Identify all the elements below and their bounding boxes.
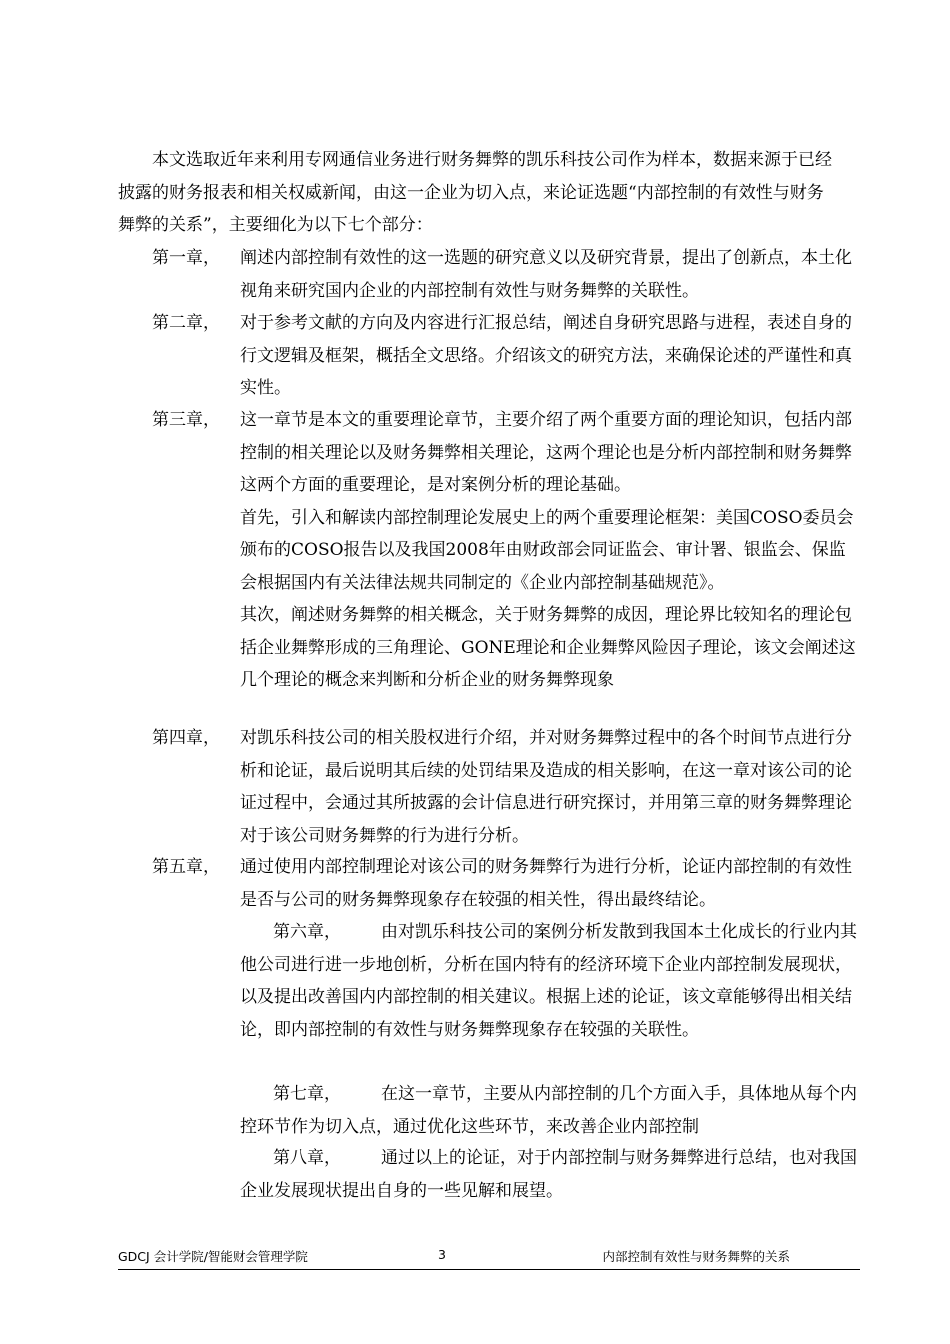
chapter-body: 通过使用内部控制理论对该公司的财务舞弊行为进行分析，论证内部控制的有效性是否与公司的财务舞弊现象存在较强的相关性，得出最终结论。 bbox=[240, 857, 852, 910]
chapter-body: 对凯乐科技公司的相关股权进行介绍，并对财务舞弊过程中的各个时间节点进行分析和论证，最后说明其后续的处罚结果及造成的相关影响，在这一章对该公司的论证过程中，会通过其所披露的会计信息进行研究探讨，并用第三章的财务舞弊理论对于该公司财务舞弊的行为进行分析。 bbox=[240, 728, 852, 846]
page-footer bbox=[118, 1247, 860, 1270]
intro-paragraph: 本文选取近年来利用专网通信业务进行财务舞弊的凯乐科技公司作为样本，数据来源于已经披露的财务报表和相关权威新闻，由这一企业为切入点，来论证选题“内部控制的有效性与财务舞弊的关系”，主要细化为以下七个部分： bbox=[118, 150, 832, 235]
chapter-label: 第三章， bbox=[152, 410, 220, 430]
chapter-body: 在这一章节，主要从内部控制的几个方面入手，具体地从每个内控环节作为切入点，通过优化这些环节，来改善企业内部控制 bbox=[240, 1084, 857, 1137]
chapter-subparagraph-first: 首先，引入和解读内部控制理论发展史上的两个重要理论框架：美国COSO委员会颁布的COSO报告以及我国2008年由财政部会同证监会、审计署、银监会、保监会根据国内有关法律法规共同制定的《企业内部控制基础规范》。 bbox=[240, 507, 854, 593]
chapter-5 bbox=[152, 851, 862, 916]
chapter-label: 第四章， bbox=[152, 728, 220, 748]
chapter-1 bbox=[152, 242, 862, 307]
chapter-label: 第五章， bbox=[152, 857, 220, 877]
chapter-7 bbox=[240, 1078, 860, 1143]
chapter-body: 对于参考文献的方向及内容进行汇报总结，阐述自身研究思路与进程，表述自身的行文逻辑及框架，概括全文思络。介绍该文的研究方法，来确保论述的严谨性和真实性。 bbox=[240, 313, 852, 398]
chapter-body: 通过以上的论证，对于内部控制与财务舞弊进行总结，也对我国企业发展现状提出自身的一些见解和展望。 bbox=[240, 1148, 857, 1201]
chapter-label: 第六章， bbox=[273, 922, 341, 942]
chapter-6 bbox=[240, 916, 860, 1046]
chapter-body: 阐述内部控制有效性的这一选题的研究意义以及研究背景，提出了创新点，本土化视角来研究国内企业的内部控制有效性与财务舞弊的关联性。 bbox=[240, 248, 852, 301]
chapter-8 bbox=[240, 1142, 860, 1207]
footer-title: 内部控制有效性与财务舞弊的关系 bbox=[602, 1249, 790, 1264]
page-number: 3 bbox=[438, 1247, 446, 1262]
chapter-body: 这一章节是本文的重要理论章节，主要介绍了两个重要方面的理论知识，包括内部控制的相关理论以及财务舞弊相关理论，这两个理论也是分析内部控制和财务舞弊这两个方面的重要理论，是对案例分析的理论基础。 bbox=[240, 410, 852, 495]
footer-school: GDCJ 会计学院/智能财会管理学院 bbox=[118, 1249, 308, 1264]
chapter-label: 第七章， bbox=[273, 1084, 341, 1104]
chapter-4 bbox=[152, 722, 862, 852]
chapter-body: 由对凯乐科技公司的案例分析发散到我国本土化成长的行业内其他公司进行进一步地创析，分析在国内特有的经济环境下企业内部控制发展现状，以及提出改善国内内部控制的相关建议。根据上述的论证，该文章能够得出相关结论，即内部控制的有效性与财务舞弊现象存在较强的关联性。 bbox=[240, 922, 857, 1040]
chapter-2 bbox=[152, 307, 862, 405]
chapter-label: 第八章， bbox=[273, 1148, 341, 1168]
chapter-subparagraph-second: 其次，阐述财务舞弊的相关概念，关于财务舞弊的成因，理论界比较知名的理论包括企业舞弊形成的三角理论、GONE理论和企业舞弊风险因子理论，该文会阐述这几个理论的概念来判断和分析企业的财务舞弊现象 bbox=[240, 605, 856, 690]
chapter-label: 第二章， bbox=[152, 313, 220, 333]
chapter-3 bbox=[152, 404, 862, 697]
chapter-label: 第一章， bbox=[152, 248, 220, 268]
